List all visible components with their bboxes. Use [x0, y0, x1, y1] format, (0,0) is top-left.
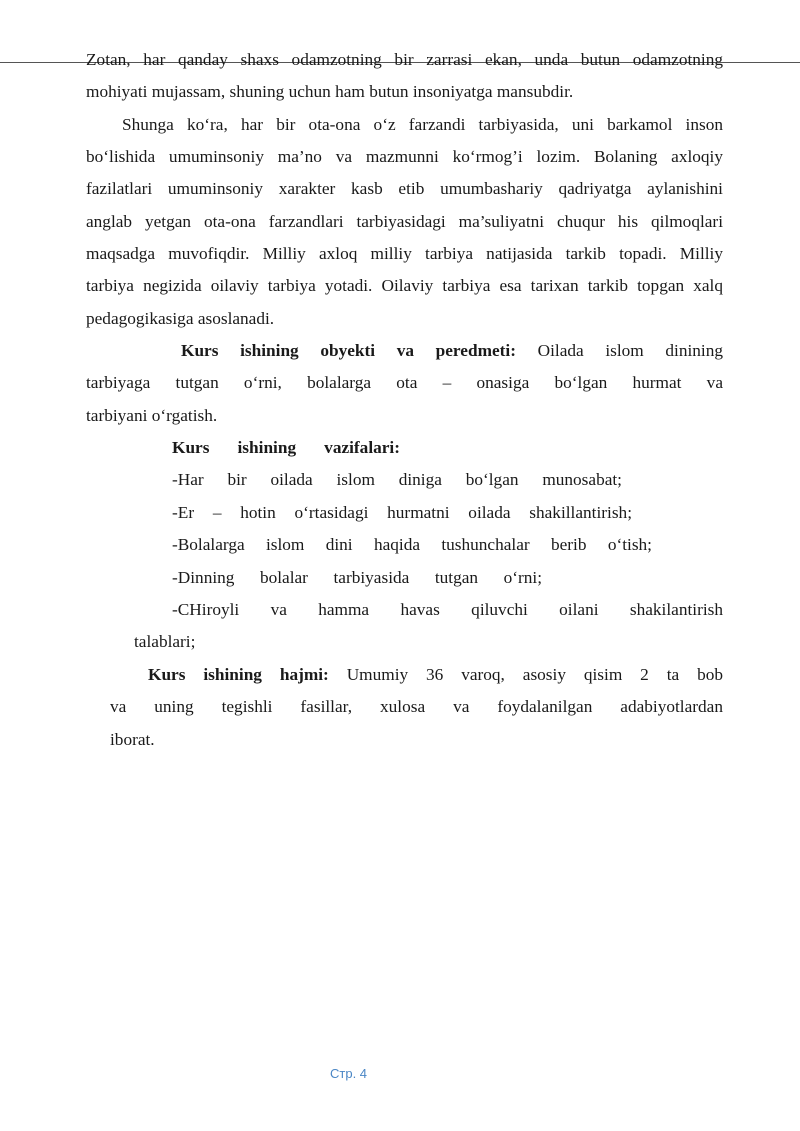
volume-line-3: iborat.	[110, 730, 155, 749]
task-item-2: -Er – hotin o‘rtasidagi hurmatni oilada shakillantirish;	[172, 503, 632, 522]
para2-line-2: bo‘lishida umuminsoniy ma’no va mazmunni ko‘rmog’i lozim. Bolaning axloqiy	[86, 147, 723, 166]
para2-line-3: fazilatlari umuminsoniy xarakter kasb etib umumbashariy qadriyatga aylanishini	[86, 179, 723, 198]
para2-line-1: Shunga ko‘ra, har bir ota-ona o‘z farzandi tarbiyasida, uni barkamol inson	[122, 115, 723, 134]
para2-line-7: pedagogikasiga asoslanadi.	[86, 309, 275, 328]
para2-line-5: maqsadga muvofiqdir. Milliy axloq milliy tarbiya natijasida tarkib topadi. Milliy	[86, 244, 723, 263]
object-line-1	[181, 340, 723, 362]
bullet-dash: -	[172, 568, 178, 587]
volume-heading: Kurs ishining hajmi:	[148, 665, 329, 684]
volume-line-2: va uning tegishli fasillar, xulosa va foydalanilgan adabiyotlardan	[110, 697, 723, 716]
intro-line-1: Zotan, har qanday shaxs odamzotning bir zarrasi ekan, unda butun odamzotning	[86, 50, 723, 69]
tasks-heading: Kurs ishining vazifalari:	[172, 438, 400, 457]
task-item-4: -Dinning bolalar tarbiyasida tutgan o‘rni;	[172, 568, 542, 587]
object-line-3: tarbiyani o‘rgatish.	[86, 406, 218, 425]
page-number: Стр. 4	[330, 1066, 368, 1081]
bullet-dash: -	[172, 535, 178, 554]
task-item-5: -CHiroyli va hamma havas qiluvchi oilani shakilantirish	[172, 600, 723, 619]
task-item-5-cont: talablari;	[134, 632, 196, 651]
object-line-1-text: Oilada islom dinining	[537, 341, 723, 360]
intro-line-2: mohiyati mujassam, shuning uchun ham butun insoniyatga mansubdir.	[86, 82, 574, 101]
para2-line-6: tarbiya negizida oilaviy tarbiya yotadi. Oilaviy tarbiya esa tarixan tarkib topgan xalq	[86, 276, 723, 295]
volume-line-1-text: Umumiy 36 varoq, asosiy qisim 2 ta bob	[346, 665, 723, 684]
object-line-2: tarbiyaga tutgan o‘rni, bolalarga ota – onasiga bo‘lgan hurmat va	[86, 373, 723, 392]
bullet-dash: -	[172, 503, 178, 522]
volume-line-1	[148, 664, 723, 686]
bullet-dash: -	[172, 470, 178, 489]
object-heading: Kurs ishining obyekti va peredmeti:	[181, 341, 516, 360]
task-item-1: -Har bir oilada islom diniga bo‘lgan munosabat;	[172, 470, 622, 489]
task-item-3: -Bolalarga islom dini haqida tushunchalar berib o‘tish;	[172, 535, 652, 554]
para2-line-4: anglab yetgan ota-ona farzandlari tarbiyasidagi ma’suliyatni chuqur his qilmoqlari	[86, 212, 723, 231]
bullet-dash: -	[172, 600, 178, 619]
